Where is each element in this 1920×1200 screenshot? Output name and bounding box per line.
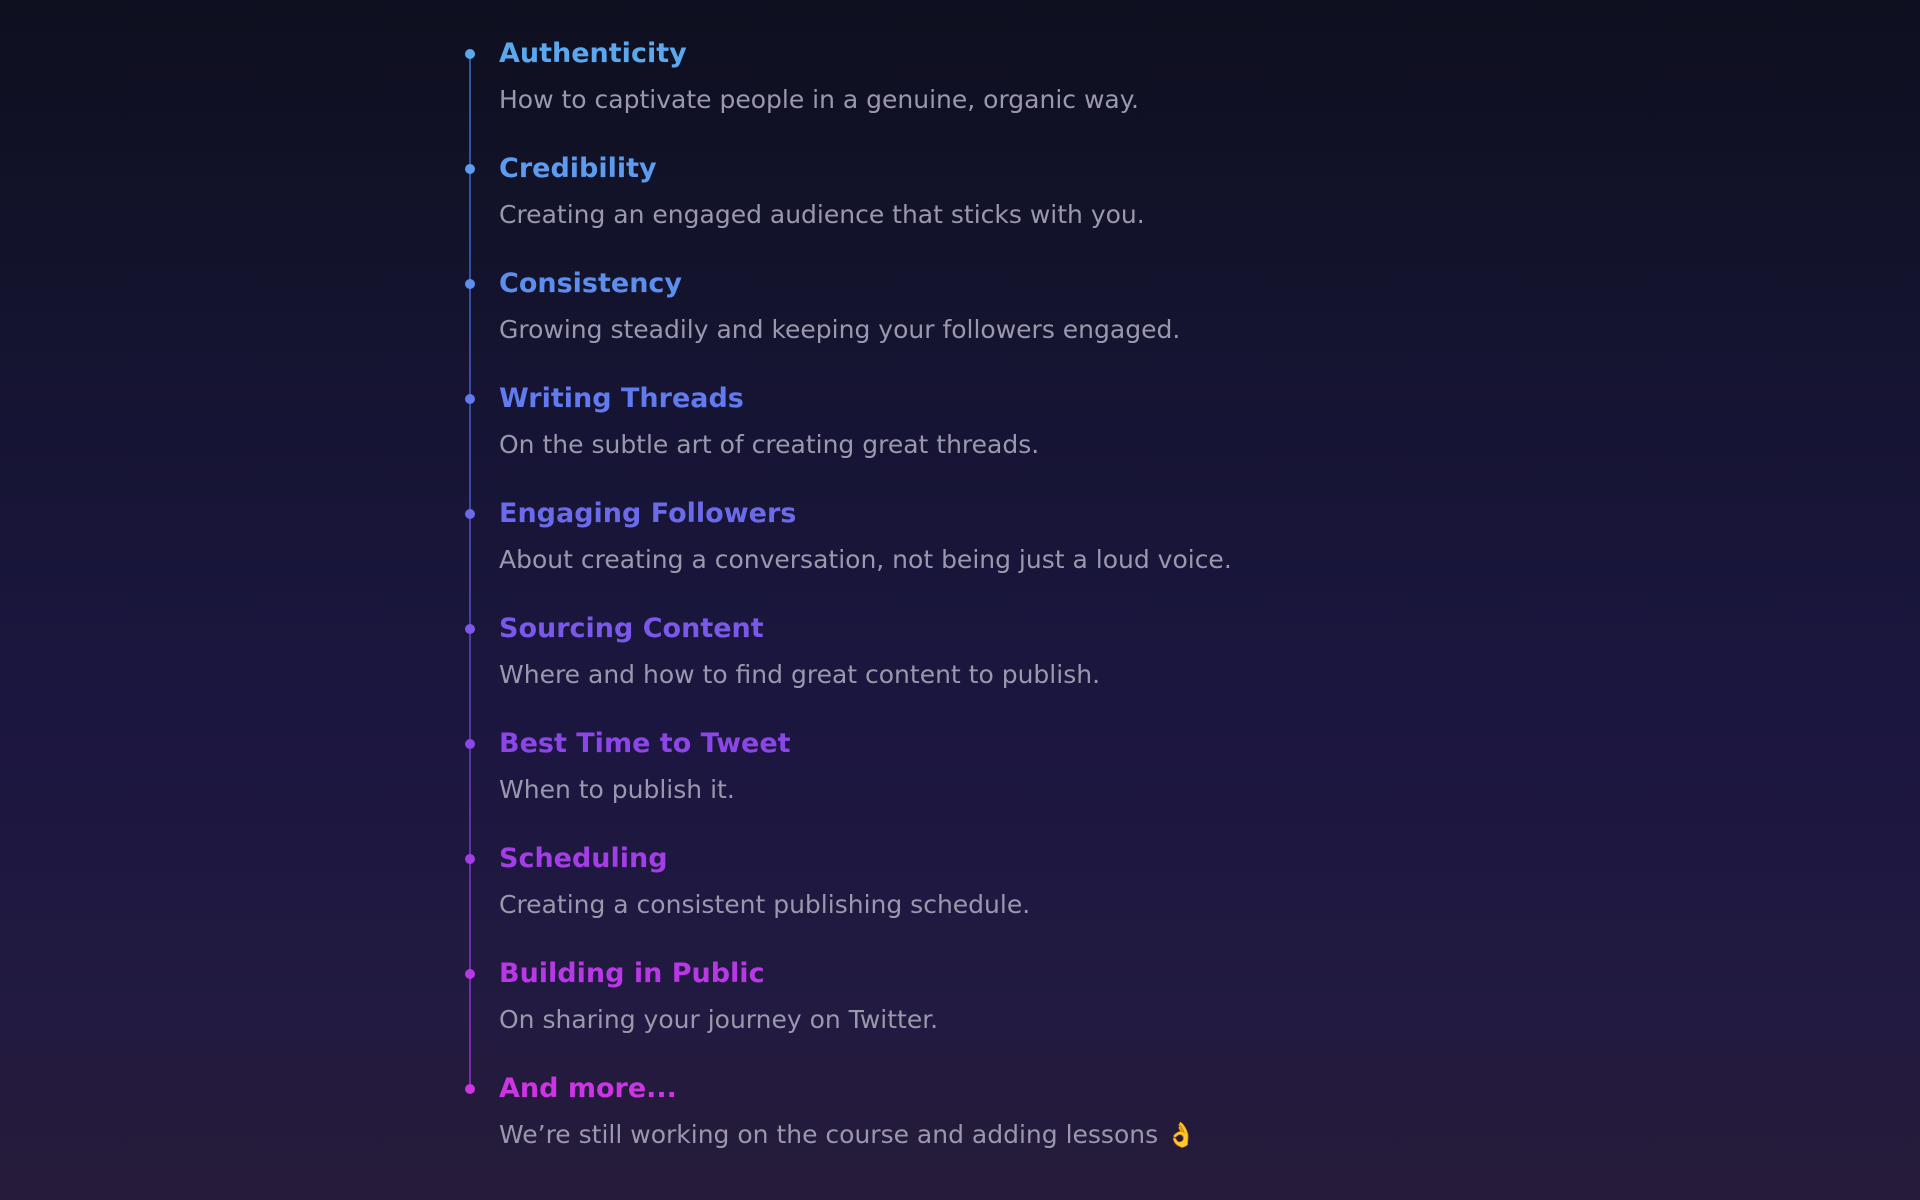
lesson-item-consistency <box>465 270 1465 380</box>
lesson-item-building-in-public <box>465 960 1465 1070</box>
lesson-description: How to captivate people in a genuine, organic way. <box>499 85 1139 114</box>
timeline-dot <box>465 509 475 519</box>
lesson-title[interactable]: Building in Public <box>499 958 765 989</box>
timeline-dot <box>465 739 475 749</box>
lesson-item-best-time-to-tweet <box>465 730 1465 840</box>
lesson-timeline <box>465 40 1465 1160</box>
timeline-dot <box>465 49 475 59</box>
lesson-item-sourcing-content <box>465 615 1465 725</box>
lesson-item-scheduling <box>465 845 1465 955</box>
lesson-description <box>499 1118 1196 1152</box>
timeline-dot <box>465 164 475 174</box>
timeline-dot <box>465 624 475 634</box>
lesson-description: Creating an engaged audience that sticks with you. <box>499 200 1145 229</box>
lesson-title[interactable]: Consistency <box>499 268 683 299</box>
lesson-description: On sharing your journey on Twitter. <box>499 1005 939 1034</box>
timeline-dot <box>465 394 475 404</box>
lesson-title[interactable]: Scheduling <box>499 843 668 874</box>
lesson-description-text: We’re still working on the course and adding lessons <box>499 1120 1159 1149</box>
lesson-item-authenticity <box>465 40 1465 150</box>
lesson-description: Growing steadily and keeping your followers engaged. <box>499 315 1181 344</box>
lesson-title[interactable]: Credibility <box>499 153 657 184</box>
lesson-item-engaging-followers <box>465 500 1465 610</box>
timeline-dot <box>465 279 475 289</box>
lesson-description: About creating a conversation, not being just a loud voice. <box>499 545 1232 574</box>
lesson-description: Where and how to find great content to publish. <box>499 660 1101 689</box>
lesson-item-credibility <box>465 155 1465 265</box>
lesson-description: When to publish it. <box>499 775 735 804</box>
ok-hand-icon: 👌 <box>1166 1121 1197 1149</box>
lesson-title[interactable]: And more... <box>499 1073 677 1104</box>
lesson-title[interactable]: Best Time to Tweet <box>499 728 791 759</box>
timeline-dot <box>465 969 475 979</box>
lesson-item-writing-threads <box>465 385 1465 495</box>
timeline-dot <box>465 854 475 864</box>
lesson-item-and-more <box>465 1075 1465 1185</box>
lesson-description: Creating a consistent publishing schedule. <box>499 890 1031 919</box>
lesson-title[interactable]: Engaging Followers <box>499 498 797 529</box>
lesson-description: On the subtle art of creating great threads. <box>499 430 1040 459</box>
lesson-title[interactable]: Sourcing Content <box>499 613 764 644</box>
lesson-title[interactable]: Writing Threads <box>499 383 744 414</box>
timeline-dot <box>465 1084 475 1094</box>
lesson-title[interactable]: Authenticity <box>499 38 687 69</box>
